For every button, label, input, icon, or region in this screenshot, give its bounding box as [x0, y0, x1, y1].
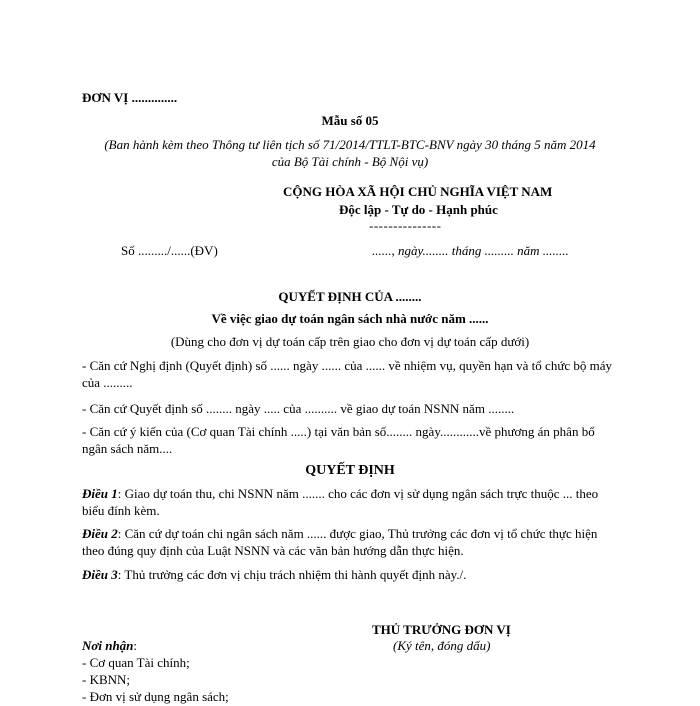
decision-heading: QUYẾT ĐỊNH	[305, 463, 395, 478]
issued-note-line-2: của Bộ Tài chính - Bộ Nội vụ)	[271, 154, 429, 169]
signature-note: (Ký tên, đóng dấu)	[393, 638, 491, 653]
unit-label: ĐƠN VỊ ..............	[82, 90, 178, 105]
article-3-text: : Thủ trưởng các đơn vị chịu trách nhiệm thi hành quyết định này./.	[117, 567, 467, 582]
national-motto: Độc lập - Tự do - Hạnh phúc	[339, 202, 498, 217]
place-date: ......, ngày........ tháng ......... năm ........	[372, 243, 569, 258]
recipients-colon: :	[133, 638, 138, 653]
article-1	[82, 486, 622, 520]
form-number: Mẫu số 05	[321, 113, 379, 128]
decision-subject: Về việc giao dự toán ngân sách nhà nước năm ......	[211, 311, 489, 326]
document-number: Số ........./......(ĐV)	[121, 243, 218, 258]
national-title: CỘNG HÒA XÃ HỘI CHỦ NGHĨA VIỆT NAM	[283, 184, 553, 199]
ground-1: - Căn cứ Nghị định (Quyết định) số ...... ngày ...... của ...... về nhiệm vụ, quyền hạn và tổ chức bộ máy của .........	[82, 358, 613, 390]
issued-note-line-1: (Ban hành kèm theo Thông tư liên tịch số 71/2014/TTLT-BTC-BNV ngày 30 tháng 5 năm 2014	[104, 137, 596, 152]
article-3	[82, 567, 622, 584]
ground-2: - Căn cứ Quyết định số ........ ngày ..... của .......... về giao dự toán NSNN năm ........	[82, 401, 515, 416]
usage-note: (Dùng cho đơn vị dự toán cấp trên giao cho đơn vị dự toán cấp dưới)	[170, 334, 530, 349]
recipients-block	[82, 638, 229, 706]
article-2	[82, 526, 622, 560]
article-3-label: Điều 3	[82, 567, 118, 582]
article-1-text: : Giao dự toán thu, chi NSNN năm ....... cho các đơn vị sử dụng ngân sách trực thuộc ... theo biểu đính kèm.	[82, 486, 599, 518]
article-2-text: : Căn cứ dự toán chi ngân sách năm ...... được giao, Thủ trưởng các đơn vị tổ chức thực hiện theo đúng quy định của Luật NSNN và các văn bản hướng dẫn thực hiện.	[82, 526, 598, 558]
decision-title: QUYẾT ĐỊNH CỦA ........	[278, 289, 422, 304]
ground-3: - Căn cứ ý kiến của (Cơ quan Tài chính .....) tại văn bản số........ ngày............về phương án phân bổ ngân sách năm....	[82, 424, 595, 456]
recipient-item: - Cơ quan Tài chính;	[82, 654, 190, 670]
signature-title: THỦ TRƯỞNG ĐƠN VỊ	[372, 622, 511, 637]
recipient-item: - Đơn vị sử dụng ngân sách;	[82, 688, 229, 704]
article-2-label: Điều 2	[82, 526, 118, 541]
recipient-item: - KBNN;	[82, 671, 131, 687]
article-1-label: Điều 1	[82, 486, 118, 501]
motto-rule: ---------------	[369, 218, 442, 233]
recipients-label: Nơi nhận	[82, 638, 134, 653]
